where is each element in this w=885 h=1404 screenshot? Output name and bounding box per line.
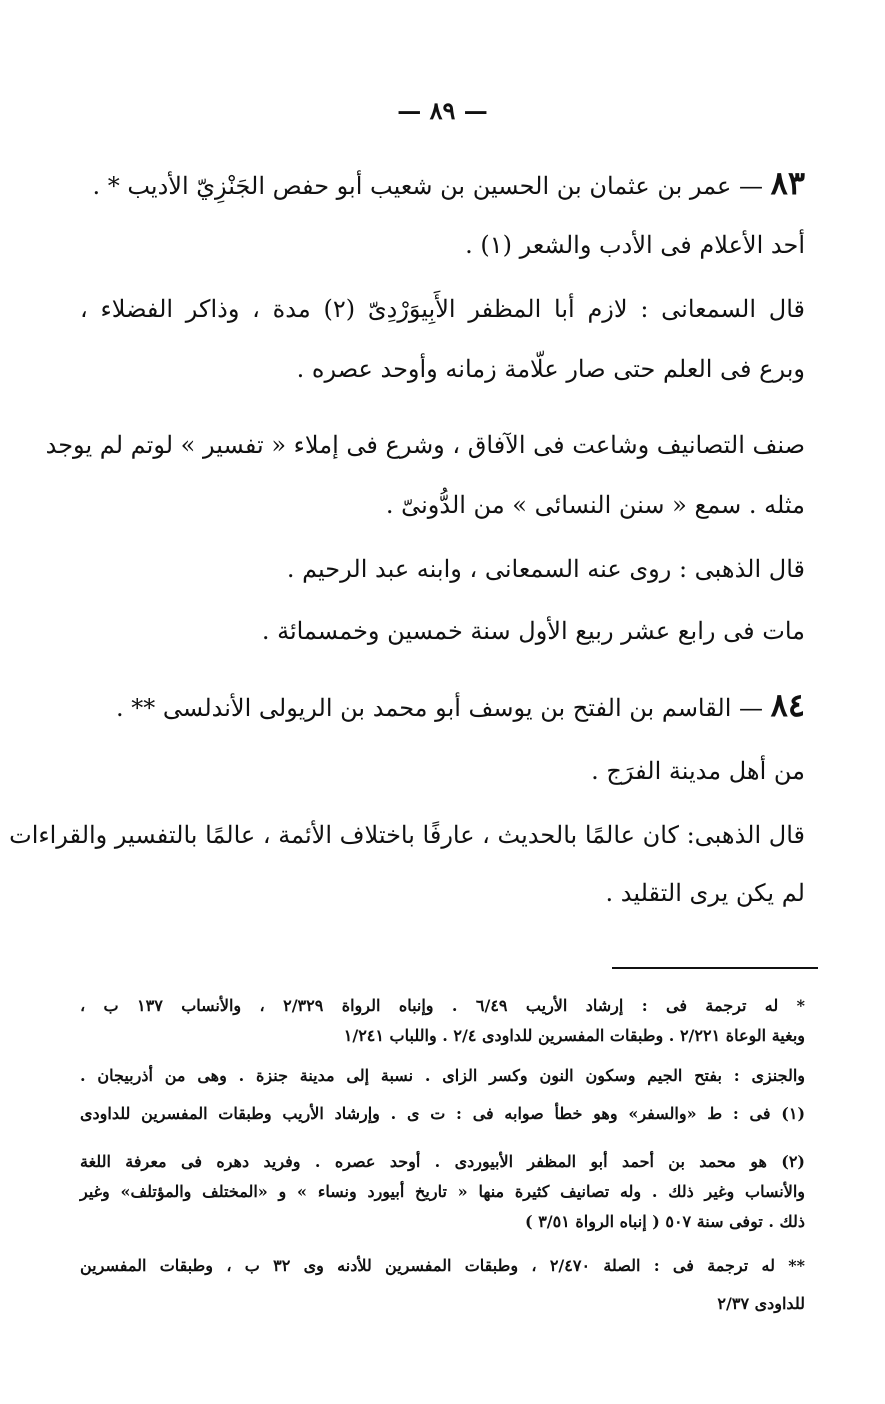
footnote-line: وبغية الوعاة ٢/٢٢١ . وطبقات المفسرين للداودى ٢/٤ . واللباب ١/٢٤١ (343, 1026, 805, 1045)
entry-number: ٨٤ (770, 686, 805, 724)
entry-83-line-7: قال الذهبى : روى عنه السمعانى ، وابنه عبد الرحيم . (286, 555, 805, 583)
entry-number: ٨٣ (770, 164, 805, 202)
entry-84-heading (116, 688, 805, 725)
page-number: — ٨٩ — (397, 96, 488, 125)
footnote-line: والجنزى : بفتح الجيم وسكون النون وكسر الزاى . نسبة إلى مدينة جنزة . وهى من أذربيجان . (80, 1066, 805, 1085)
entry-84-line-3: قال الذهبى: كان عالمًا بالحديث ، عارفًا باختلاف الأئمة ، عالمًا بالتفسير والقراءات (9, 821, 805, 849)
footnote-line: (١) فى : ط «والسفر» وهو خطأ صوابه فى : ت ى . وإرشاد الأريب وطبقات المفسرين للداودى (80, 1104, 806, 1123)
entry-84-line-4: لم يكن يرى التقليد . (605, 879, 805, 907)
footnote-line: والأنساب وغير ذلك . وله تصانيف كثيرة منها « تاريخ أبيورد ونساء » و «المختلف والمؤتلف» وغير (80, 1182, 805, 1201)
entry-84-line-2: من أهل مدينة الفرَج . (591, 757, 805, 785)
entry-83-line-5: صنف التصانيف وشاعت فى الآفاق ، وشرع فى إملاء « تفسير » لوتم لم يوجد (45, 431, 805, 459)
footnote-line: للداودى ٢/٣٧ (717, 1294, 805, 1313)
entry-83-line-3: قال السمعانى : لازم أبا المظفر الأَبِيوَرْدِىّ (٢) مدة ، وذاكر الفضلاء ، (80, 295, 805, 323)
entry-83-line-6: مثله . سمع « سنن النسائى » من الدُّونىّ . (385, 491, 805, 519)
footnote-divider (612, 967, 818, 969)
footnote-line: ** له ترجمة فى : الصلة ٢/٤٧٠ ، وطبقات المفسرين للأدنه وى ٣٢ ب ، وطبقات المفسرين (80, 1256, 805, 1275)
entry-83-line-2: أحد الأعلام فى الأدب والشعر (١) . (465, 231, 805, 259)
entry-83-line-4: وبرع فى العلم حتى صار علّامة زمانه وأوحد عصره . (296, 355, 805, 383)
footnote-line: * له ترجمة فى : إرشاد الأريب ٦/٤٩ . وإنباه الرواة ٢/٣٢٩ ، والأنساب ١٣٧ ب ، (80, 996, 806, 1015)
footnote-line: ذلك . توفى سنة ٥٠٧ ( إنباه الرواة ٣/٥١ ) (525, 1212, 805, 1231)
entry-83-heading (92, 166, 805, 203)
entry-heading-text: — عمر بن عثمان بن الحسين بن شعيب أبو حفص الجَنْزِيّ الأديب * . (92, 172, 763, 200)
entry-83-line-8: مات فى رابع عشر ربيع الأول سنة خمسين وخمسمائة . (261, 617, 805, 645)
footnote-line: (٢) هو محمد بن أحمد أبو المظفر الأبيوردى . أوحد عصره . وفريد دهره فى معرفة اللغة (80, 1152, 805, 1171)
entry-heading-text: — القاسم بن الفتح بن يوسف أبو محمد بن الريولى الأندلسى ** . (116, 694, 763, 722)
